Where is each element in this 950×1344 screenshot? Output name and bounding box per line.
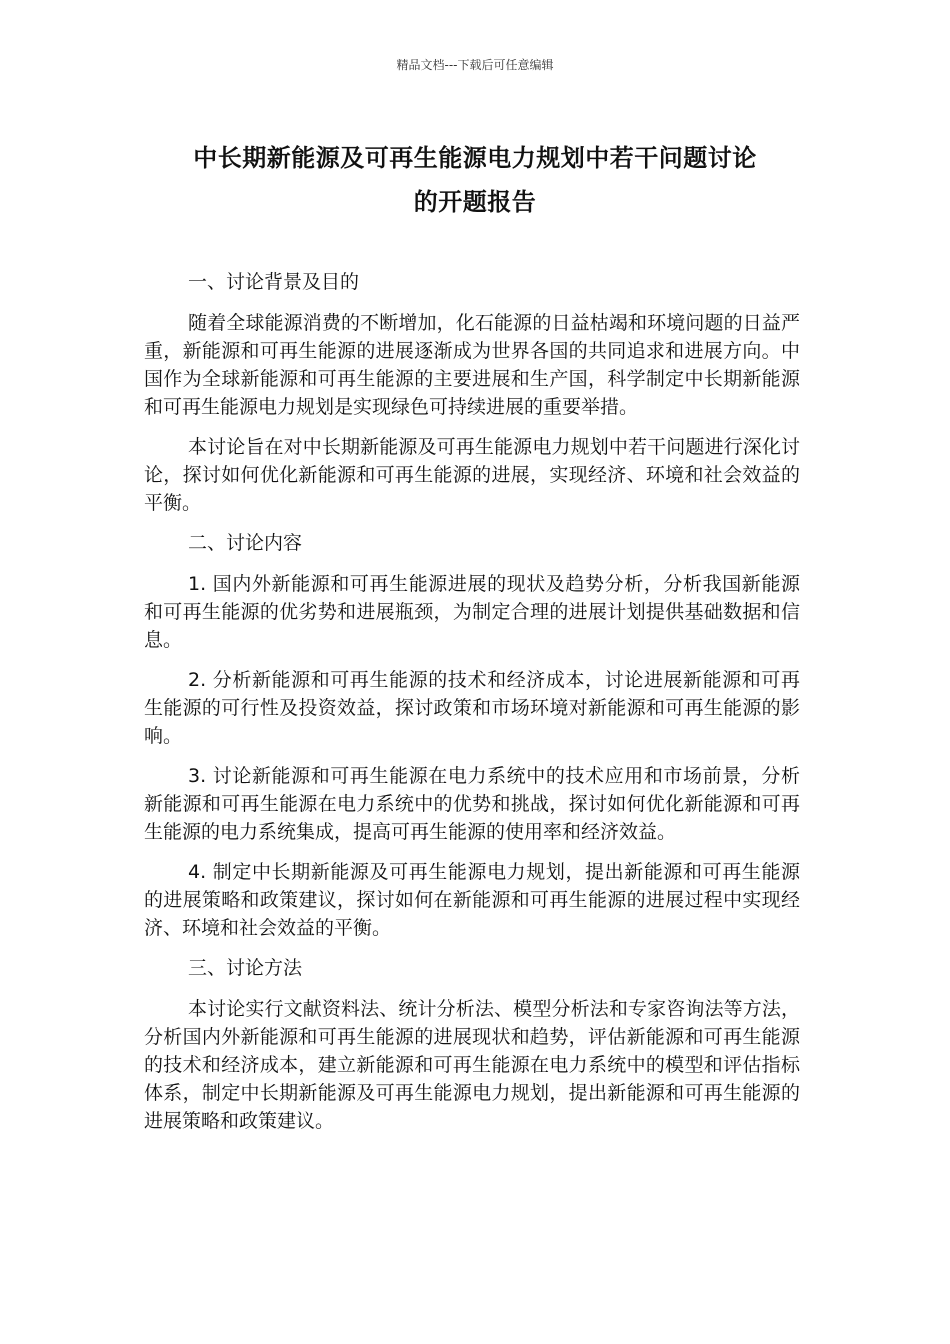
page-header-note: 精品文档---下载后可任意编辑 [396,58,554,72]
section-heading-content: 二、讨论内容 [188,532,303,554]
section-heading-method: 三、讨论方法 [188,957,303,979]
title-line-2: 的开题报告 [413,188,537,216]
title-line-1: 中长期新能源及可再生能源电力规划中若干问题讨论 [193,144,757,172]
background-paragraph-1: 随着全球能源消费的不断增加，化石能源的日益枯竭和环境问题的日益严重，新能源和可再生能源的进展逐渐成为世界各国的共同追求和进展方向。中国作为全球新能源和可再生能源的主要进展和生产国，科学制定中长期新能源和可再生能源电力规划是实现绿色可持续进展的重要举措。 [144,312,800,418]
content-item-2: 2. 分析新能源和可再生能源的技术和经济成本，讨论进展新能源和可再生能源的可行性及投资效益，探讨政策和市场环境对新能源和可再生能源的影响。 [144,669,800,747]
content-item-4: 4. 制定中长期新能源及可再生能源电力规划，提出新能源和可再生能源的进展策略和政策建议，探讨如何在新能源和可再生能源的进展过程中实现经济、环境和社会效益的平衡。 [144,861,800,939]
section-heading-background: 一、讨论背景及目的 [188,271,360,293]
document-body [144,268,800,1147]
content-item-3: 3. 讨论新能源和可再生能源在电力系统中的技术应用和市场前景，分析新能源和可再生能源在电力系统中的优势和挑战，探讨如何优化新能源和可再生能源的电力系统集成，提高可再生能源的使用率和经济效益。 [144,765,800,843]
method-paragraph: 本讨论实行文献资料法、统计分析法、模型分析法和专家咨询法等方法，分析国内外新能源和可再生能源的进展现状和趋势，评估新能源和可再生能源的技术和经济成本，建立新能源和可再生能源在电力系统中的模型和评估指标体系，制定中长期新能源及可再生能源电力规划，提出新能源和可再生能源的进展策略和政策建议。 [144,998,800,1132]
document-title [142,136,808,224]
background-paragraph-2: 本讨论旨在对中长期新能源及可再生能源电力规划中若干问题进行深化讨论，探讨如何优化新能源和可再生能源的进展，实现经济、环境和社会效益的平衡。 [144,436,800,514]
content-item-1: 1. 国内外新能源和可再生能源进展的现状及趋势分析，分析我国新能源和可再生能源的优劣势和进展瓶颈，为制定合理的进展计划提供基础数据和信息。 [144,573,800,651]
